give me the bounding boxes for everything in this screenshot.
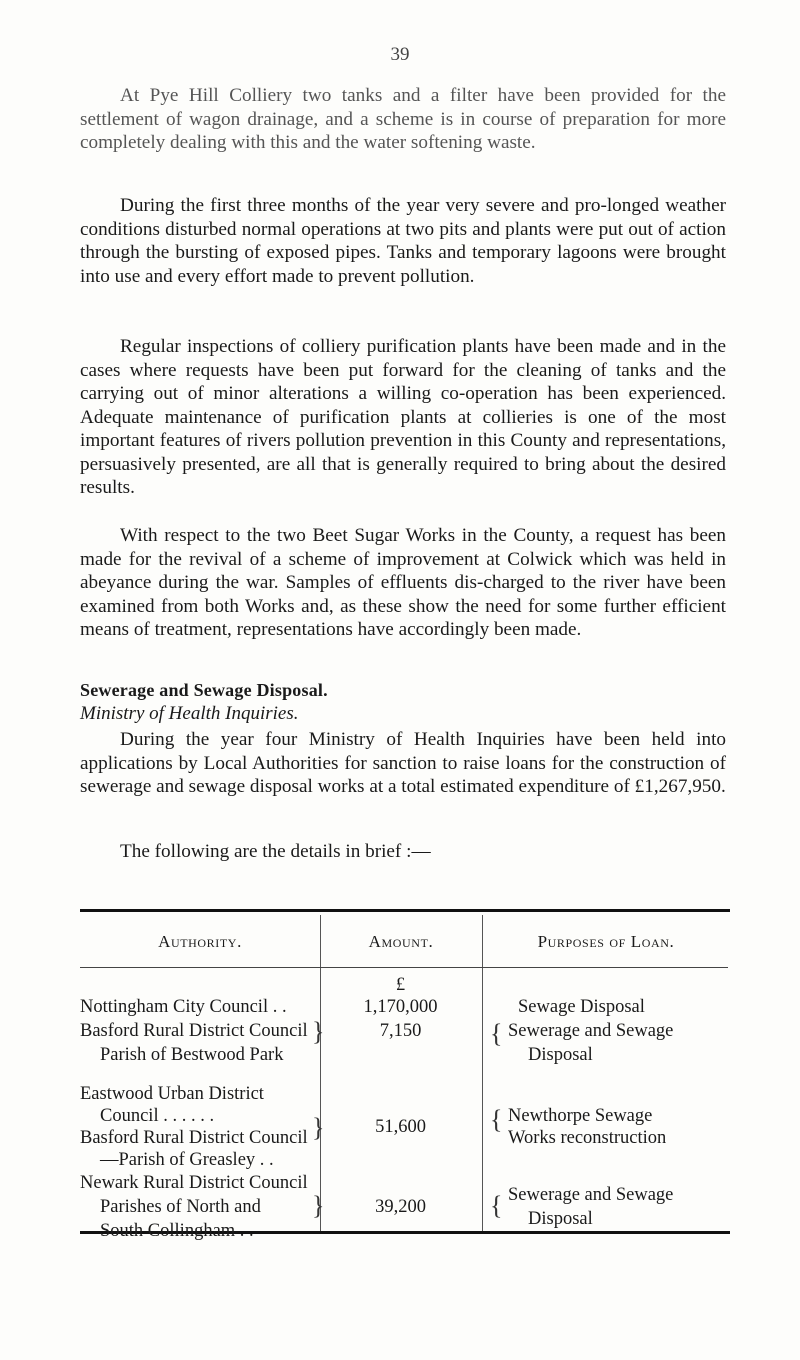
table-divider-2 <box>482 915 483 1231</box>
row3-amount: 51,600 <box>375 1117 426 1137</box>
header-purposes: Purposes of Loan. <box>537 932 675 951</box>
table-top-rule <box>80 909 730 912</box>
paragraph-pye-hill: At Pye Hill Colliery two tanks and a filter have been provided for the settlement of wagon drainage, and a scheme is in course of preparation for more completely dealing with this and the water softening waste. <box>80 85 726 153</box>
section-subheading: Ministry of Health Inquiries. <box>80 703 299 724</box>
row4-purpose-line2: Disposal <box>528 1209 593 1229</box>
row4-purpose-brace: { <box>490 1191 503 1220</box>
row2-purpose-line1: Sewerage and Sewage <box>508 1021 674 1041</box>
row3-authority-line3: Basford Rural District Council <box>80 1128 308 1148</box>
row4-authority-line1: Newark Rural District Council <box>80 1173 308 1193</box>
currency-symbol: £ <box>395 975 406 995</box>
row2-purpose-line2: Disposal <box>528 1045 593 1065</box>
table-header-rule-2 <box>320 967 482 968</box>
row1-amount: 1,170,000 <box>363 997 438 1017</box>
row4-purpose-line1: Sewerage and Sewage <box>508 1185 674 1205</box>
row3-purpose-brace: { <box>490 1105 503 1134</box>
loans-table <box>80 909 730 1220</box>
row2-purpose-brace: { <box>490 1019 503 1048</box>
row2-amount: 7,150 <box>379 1021 422 1041</box>
row3-authority-line1: Eastwood Urban District <box>80 1084 264 1104</box>
paragraph-inquiries: During the year four Ministry of Health Inquiries have been held into applications by Local Authorities for sanction to raise loans for the construction of sewerage and sewage disposal works at a total estimated expenditure of £1,267,950. <box>80 729 726 797</box>
row3-purpose-line2: Works reconstruction <box>508 1128 667 1148</box>
row2-authority-brace: } <box>312 1017 325 1046</box>
header-amount: Amount. <box>368 932 434 951</box>
header-authority: Authority. <box>158 932 242 951</box>
row3-authority-brace: } <box>312 1113 325 1142</box>
row2-authority-line1: Basford Rural District Council <box>80 1021 308 1041</box>
row1-authority: Nottingham City Council . . <box>80 997 287 1017</box>
paragraph-weather: During the first three months of the year very severe and pro-longed weather conditions disturbed normal operations at two pits and plants were put out of action through the bursting of exposed pipes. Tanks and temporary lagoons were brought into use and every effort made to prevent pollution. <box>80 195 726 287</box>
row3-purpose-line1: Newthorpe Sewage <box>508 1106 653 1126</box>
table-header-rule-1 <box>80 967 320 968</box>
paragraph-inspections: Regular inspections of colliery purification plants have been made and in the cases where requests have been put forward for the cleaning of tanks and the carrying out of minor alterations a willing co-operation has been experienced. Adequate maintenance of purification plants at collieries is one of the most important features of rivers pollution prevention in this County and representations, persuasively presented, are all that is generally required to bring about the desired results. <box>80 336 726 498</box>
section-heading: Sewerage and Sewage Disposal. <box>80 680 328 700</box>
row3-authority-line2: Council . . . . . . <box>100 1106 215 1126</box>
row4-authority-line2: Parishes of North and <box>100 1197 261 1217</box>
paragraph-details-intro: The following are the details in brief :— <box>120 841 431 862</box>
row4-authority-brace: } <box>312 1191 325 1220</box>
paragraph-beet-sugar: With respect to the two Beet Sugar Works in the County, a request has been made for the revival of a scheme of improvement at Colwick which was held in abeyance during the war. Samples of effluents dis-charged to the river have been examined from both Works and, as these show the need for some further efficient means of treatment, representations have accordingly been made. <box>80 525 726 640</box>
row1-purpose: Sewage Disposal <box>518 997 645 1017</box>
row3-authority-line4: —Parish of Greasley . . <box>100 1150 274 1170</box>
row4-amount: 39,200 <box>375 1197 426 1217</box>
row4-authority-line3: South Collingham . . <box>100 1221 254 1241</box>
row2-authority-line2: Parish of Bestwood Park <box>100 1045 284 1065</box>
table-header-rule-3 <box>482 967 728 968</box>
table-divider-1 <box>320 915 321 1231</box>
page-number: 39 <box>390 44 410 65</box>
